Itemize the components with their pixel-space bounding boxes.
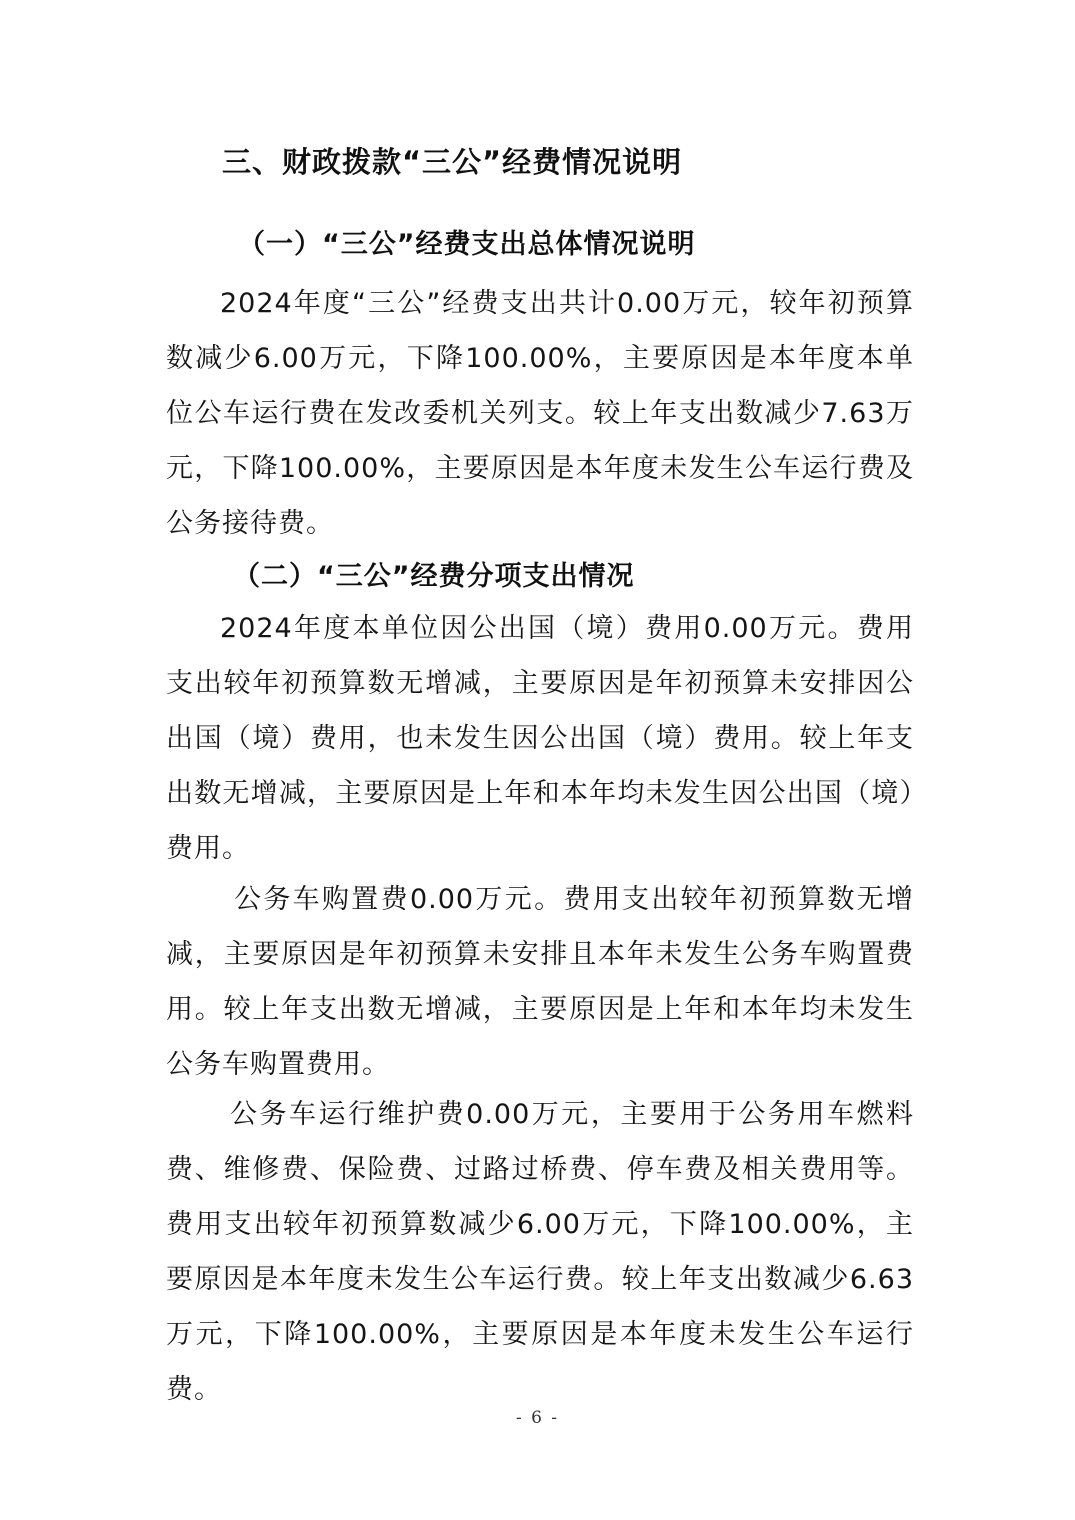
paragraph-vehicle-purchase: 公务车购置费0.00万元。费用支出较年初预算数无增减，主要原因是年初预算未安排且本年未发生公务车购置费用。较上年支出数无增减，主要原因是上年和本年均未发生公务车购置费用。 <box>166 884 914 1080</box>
subsection-title-overall: （一）“三公”经费支出总体情况说明 <box>238 229 696 260</box>
paragraph-overall-spending: 2024年度“三公”经费支出共计0.00万元，较年初预算数减少6.00万元，下降100.00%，主要原因是本年度本单位公车运行费在发改委机关列支。较上年支出数减少7.63万元，下降100.00%，主要原因是本年度未发生公车运行费及公务接待费。 <box>166 288 914 539</box>
page-number: - 6 - <box>515 1408 560 1428</box>
section-title: 三、财政拨款“三公”经费情况说明 <box>222 145 683 179</box>
paragraph-overseas-travel: 2024年度本单位因公出国（境）费用0.00万元。费用支出较年初预算数无增减，主要原因是年初预算未安排因公出国（境）费用，也未发生因公出国（境）费用。较上年支出数无增减，主要原因是上年和本年均未发生因公出国（境）费用。 <box>166 613 914 864</box>
subsection-title-itemized: （二）“三公”经费分项支出情况 <box>233 561 635 592</box>
paragraph-vehicle-operation: 公务车运行维护费0.00万元，主要用于公务用车燃料费、维修费、保险费、过路过桥费、停车费及相关费用等。费用支出较年初预算数减少6.00万元，下降100.00%，主要原因是本年度未发生公车运行费。较上年支出数减少6.63万元，下降100.00%，主要原因是本年度未发生公车运行费。 <box>166 1099 914 1405</box>
